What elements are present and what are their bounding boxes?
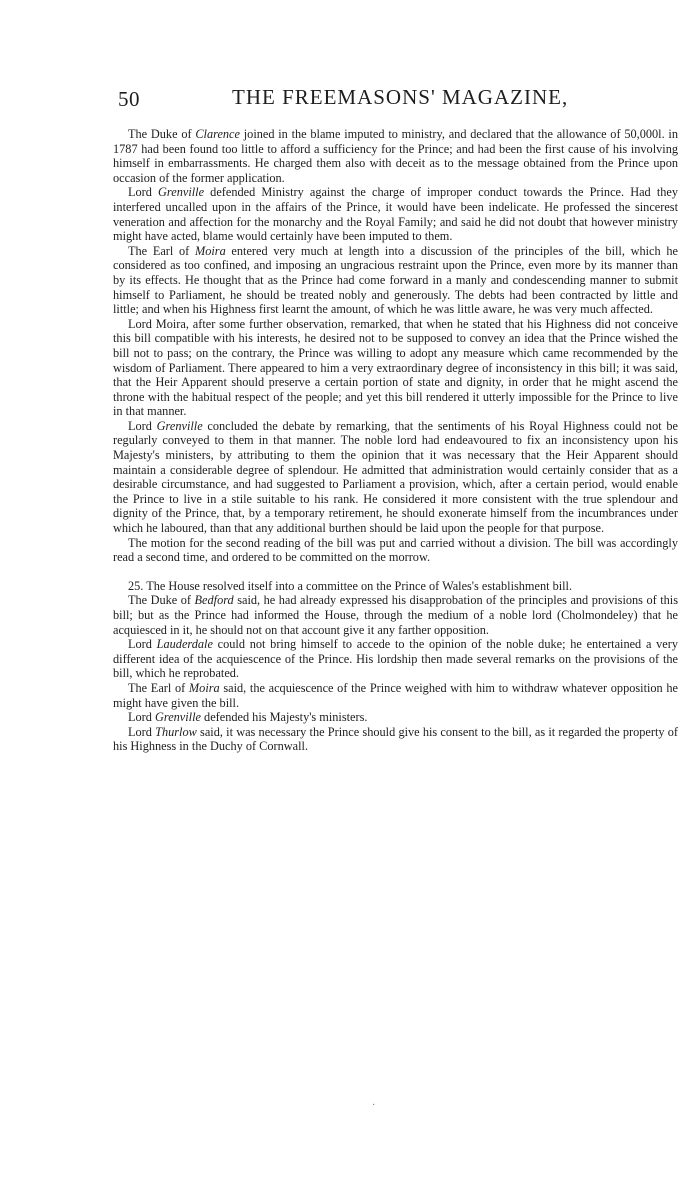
paragraph	[113, 637, 678, 681]
paragraph	[113, 127, 678, 185]
paragraph-text: defended Ministry against the charge of improper conduct towards the Prince. Had they interfered uncalled upon in the affairs of the Prince, it would have been indelicate. He professed the sincerest veneration and affection for the monarchy and the Royal Family; and said he did not doubt that however ministry might have acted, blame would certainly have been imputed to them.	[113, 185, 678, 244]
paragraph-text: Lord	[128, 185, 159, 200]
running-title: THE FREEMASONS' MAGAZINE,	[232, 85, 569, 109]
paragraph	[113, 681, 678, 710]
speaker-name: Grenville	[154, 710, 201, 725]
paragraph	[113, 710, 678, 725]
paragraph-text: joined in the blame imputed to ministry, and declared that the allowance of 50,000l. in 1787 had been found too little to afford a sufficiency for the Prince; and had been the first cause of his involving himself in embarrassments. He charged them also with deceit as to the message obtained from the Prince upon occasion of the former application.	[113, 127, 678, 185]
article-body	[113, 127, 678, 754]
speaker-name: Grenville	[158, 185, 205, 200]
paragraph-text: Lord	[128, 418, 157, 433]
paragraph-text: defended his Majesty's ministers.	[200, 710, 368, 725]
paragraph-text: Lord Moira, after some further observation, remarked, that when he stated that his Highness did not conceive this bill compatible with his interests, he desired not to be supposed to convey an idea that the Prince wished the bill not to pass; on the contrary, the Prince was willing to adopt any measure which came recommended by the wisdom of Parliament. There appeared to him a very extraordinary degree of inconsistency in this bill; it was said, that the Heir Apparent should preserve a certain portion of state and dignity, in order that he might ascend the throne with the habitual respect of the people; and yet this bill rendered it utterly impossible for the Prince to live in that manner.	[113, 316, 678, 419]
speaker-name: Bedford	[194, 593, 234, 608]
paragraph-text: concluded the debate by remarking, that the sentiments of his Royal Highness could not be regularly conveyed to them in that manner. The noble lord had endeavoured to fix an inconsistency upon his Majesty's ministers, by attributing to them the opinion that it was necessary that the Heir Apparent should maintain a considerable degree of splendour. He admitted that administration would certainly consider that as a desirable circumstance, and had suggested to Parliament a provision, which, after a certain period, would enable the Prince to live in a stile suitable to his rank. He considered it more consistent with the true splendour and dignity of the Prince, that, by a temporary retirement, he should exonerate himself from the incumbrances under which he laboured, than that any additional burthen should be laid upon the people for that purpose.	[113, 418, 678, 536]
speaker-name: Grenville	[156, 418, 203, 433]
paragraph-text: The Earl of	[128, 243, 195, 258]
paragraph	[113, 593, 678, 637]
page-number: 50	[118, 87, 140, 111]
speaker-name: Moira	[194, 243, 226, 258]
paragraph-text: Lord	[128, 724, 156, 739]
paragraph-text: said, he had already expressed his disapprobation of the principles and provisions of this bill; but as the Prince had informed the House, through the medium of a noble lord (Cholmondeley) that he acquiesced in it, he should not on that account give it any farther opposition.	[113, 593, 678, 637]
paragraph-text: 25. The House resolved itself into a committee on the Prince of Wales's establishment bill.	[128, 578, 573, 593]
speaker-name: Moira	[188, 680, 220, 695]
speaker-name: Clarence	[195, 127, 240, 141]
paragraph	[113, 579, 678, 594]
paragraph	[113, 185, 678, 243]
paragraph-text: Lord	[128, 710, 155, 725]
paragraph-text: said, the acquiescence of the Prince weighed with him to withdraw whatever opposition he might have given the bill.	[113, 680, 678, 710]
running-head	[118, 83, 678, 113]
paragraph	[113, 244, 678, 317]
paragraph	[113, 317, 678, 419]
paragraph-text: could not bring himself to accede to the opinion of the noble duke; he entertained a very different idea of the acquiescence of the Prince. His lordship then made several remarks on the provisions of the bill, which he reprobated.	[113, 637, 678, 681]
paragraph	[113, 536, 678, 565]
paragraph	[113, 725, 678, 754]
speaker-name: Lauderdale	[156, 637, 213, 652]
paragraph-text: The motion for the second reading of the bill was put and carried without a division. The bill was accordingly read a second time, and ordered to be committed on the morrow.	[113, 535, 678, 565]
paragraph-text: The Duke of	[128, 593, 195, 608]
paragraph-text: The Earl of	[128, 680, 189, 695]
speaker-name: Thurlow	[155, 724, 197, 739]
paragraph	[113, 419, 678, 536]
paragraph-text: Lord	[128, 637, 157, 652]
page-speck: ·	[372, 1100, 376, 1111]
paragraph-text: entered very much at length into a discussion of the principles of the bill, which he considered as too confined, and imposing an ungracious restraint upon the Prince, even more by its manner than by its effects. He thought that as the Prince had come forward in a manly and condescending manner to submit himself to Parliament, he should be treated nobly and generously. The debts had been contracted by little and little; and when his Highness first learnt the amount, of which he was little aware, he was very much affected.	[113, 243, 678, 317]
paragraph-text: The Duke of	[128, 127, 196, 141]
paragraph-text: said, it was necessary the Prince should give his consent to the bill, as it regarded the property of his Highness in the Duchy of Cornwall.	[113, 724, 678, 754]
